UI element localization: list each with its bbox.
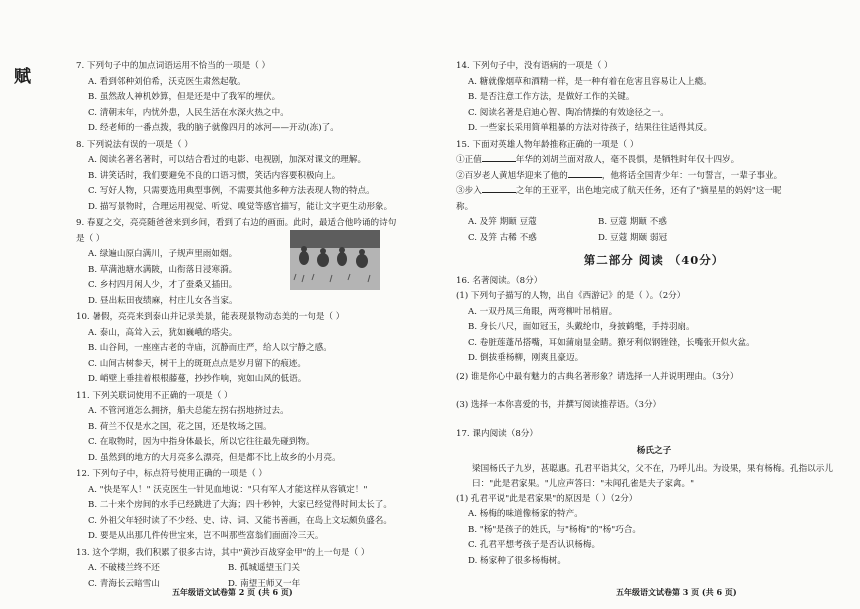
- q9-option-a: A. 绿遍山原白满川，子规声里雨如烟。: [88, 249, 238, 259]
- q15-line-1: ①正值 年华的刘胡兰面对敌人，毫不畏惧，是牺牲时年仅十四岁。: [456, 155, 740, 165]
- q12-option-a: A. "快是军人！" 沃克医生一针见血地说："只有军人才能这样从容镇定！": [88, 484, 368, 495]
- blank-3: [482, 184, 516, 193]
- q7-option-b: B. 虽然敌人神机妙算，但是还是中了我军的埋伏。: [88, 92, 281, 102]
- q15-options-row-1: [456, 215, 852, 231]
- passage-title: 杨氏之子: [636, 446, 672, 456]
- q8-option-c: C. 写好人物，只需要选用典型事例，不需要其他多种方法表现人物的特点。: [88, 186, 375, 196]
- blank-2: [568, 169, 602, 178]
- q7-option-c: C. 清朝末年，内忧外患，人民生活在水深火热之中。: [88, 107, 289, 118]
- section-title: 第二部分 阅读 （40分）: [583, 253, 725, 267]
- right-page: [430, 0, 860, 609]
- q7-stem: 7. 下列句子中的加点词语运用不恰当的一项是（ ）: [76, 61, 271, 71]
- q16-option-c: C. 卷脏莲蓬吊搭嘴，耳如蒲扇显金睛。獠牙利似钢锉锉，长嘴张开似火盆。: [468, 337, 755, 348]
- q10-option-d: D. 峭壁上垂挂着根根藤蔓，抄抄作响，宛如山风的低语。: [88, 374, 307, 384]
- q13-option-b: B. 孤城遥望玉门关: [228, 563, 300, 573]
- q15-options-row-2: [456, 231, 852, 247]
- q10-option-b: B. 山谷间，一座座古老的寺庙，沉静而庄严，给人以宁静之感。: [88, 343, 332, 353]
- q17-option-b: B. "杨"是孩子的姓氏，与"杨梅"的"杨"巧合。: [468, 524, 641, 535]
- q14-stem: 14. 下列句子中，没有语病的一项是（ ）: [456, 61, 613, 71]
- q11-option-d: D. 虽然到的地方的大月亮多么漂亮，但是都不比上故乡的小月亮。: [88, 452, 341, 463]
- q15-line-3: ③步入 之年的王亚平，出色地完成了航天任务，还有了"摘星星的妈妈"这一昵: [456, 186, 782, 196]
- q8-option-b: B. 讲笑话时，我们要避免不良的口语习惯，笑话内容要积极向上。: [88, 170, 341, 181]
- blank-1: [482, 153, 516, 162]
- right-column: [456, 58, 852, 569]
- q13-options-row-1: [76, 561, 424, 577]
- q15-option-d: D. 豆蔻 期颐 弱冠: [598, 232, 668, 243]
- q8-option-a: A. 阅读名著名著时，可以结合看过的电影、电视剧，加深对课文的理解。: [88, 155, 367, 165]
- q7-option-d: D. 经老师的一番点拨，我的脑子就像四月的冰河——开动(冻)了。: [88, 123, 339, 133]
- q17-option-d: D. 杨家种了很多杨梅树。: [468, 555, 566, 566]
- q17-option-c: C. 孔君平想考孩子是否认识杨梅。: [468, 540, 601, 550]
- right-footer: 五年级语文试卷第 3 页 (共 6 页): [616, 587, 737, 597]
- left-footer: 五年级语文试卷第 2 页 (共 6 页): [172, 587, 293, 597]
- q10-option-a: A. 泰山，高耸入云，犹如巍峨的塔尖。: [88, 327, 238, 338]
- q8-option-d: D. 描写景物时，合理运用视觉、听觉、嗅觉等感官描写，能让文字更生动形象。: [88, 201, 393, 212]
- passage-text: 梁国杨氏子九岁，甚聪惠。孔君平诣其父，父不在，乃呼儿出。为设果，果有杨梅。孔指以示儿曰："此是君家果。"儿应声答曰："未闻孔雀是夫子家禽。": [472, 463, 833, 489]
- left-column: [76, 58, 424, 592]
- q16-option-a: A. 一双丹凤三角眼，两弯柳叶吊梢眉。: [468, 306, 618, 317]
- q14-option-c: C. 阅读名著是启迪心智、陶冶情操的有效途径之一。: [468, 107, 669, 118]
- q11-stem: 11. 下列关联词使用不正确的一项是（ ）: [76, 390, 233, 401]
- q9-option-b: B. 草满池塘水满陂，山衔落日浸寒漪。: [88, 264, 238, 275]
- q16-option-b: B. 身长八尺，面如冠玉，头戴纶巾，身披鹤氅，手持羽扇。: [468, 322, 695, 332]
- q9-option-c: C. 乡村四月闲人少，才了蚕桑又插田。: [88, 280, 238, 290]
- q15-option-c: C. 及笄 古稀 不惑: [468, 232, 537, 243]
- q17-stem: 17. 课内阅读（8分）: [456, 428, 539, 439]
- q10-stem: 10. 暑假，亮亮来到泰山并记录美景，能表现景物动态美的一句是（ ）: [76, 312, 345, 322]
- q13-stem: 13. 这个学期，我们积累了很多古诗，其中"黄沙百战穿金甲"的上一句是（ ）: [76, 547, 370, 558]
- q16-sub2: (2) 谁是你心中最有魅力的古典名著形象？请选择一人并说明理由。（3分）: [456, 371, 739, 382]
- q15-line-2: ②百岁老人黄旭华迎来了他的 ，他将话全国青少年：一句誓言，一辈子事业。: [456, 170, 783, 181]
- q13-option-d: D. 南望王师又一年: [228, 578, 301, 589]
- rice-planting-photo: [290, 230, 380, 290]
- q12-option-d: D. 要是从出那几件传世宝来，岂不叫那些富翁们面面冷三天。: [88, 531, 324, 541]
- q9-stem-cont: 是（ ）: [76, 233, 105, 244]
- q11-option-c: C. 在取物时，因为中指身体最长，所以它往往最先碰到物。: [88, 437, 315, 447]
- q16-sub3: (3) 选择一本你喜爱的书，并撰写阅读推荐语。（3分）: [456, 400, 662, 410]
- q16-option-d: D. 倒拔垂杨柳，刚爽且豪迈。: [468, 353, 584, 363]
- q10-option-c: C. 山间古树参天，树干上的斑斑点点是岁月留下的痕迹。: [88, 358, 306, 369]
- q13-option-a: A. 不破楼兰终不还: [88, 563, 160, 573]
- q16-sub1: (1) 下列句子描写的人物，出自《西游记》的是（ ）。（2分）: [456, 291, 686, 301]
- q12-option-c: C. 外祖父年轻时读了不少经、史、诗、词、又能书善画，在岛上文坛颇负盛名。: [88, 515, 392, 526]
- q15-option-b: B. 豆蔻 期颐 不惑: [598, 217, 667, 227]
- q11-option-b: B. 荷兰不仅是水之国，花之国，还是牧场之国。: [88, 421, 272, 432]
- q9-option-d: D. 昼出耘田夜绩麻，村庄儿女各当家。: [88, 295, 238, 306]
- q14-option-b: B. 是否注意工作方法，是做好工作的关键。: [468, 92, 635, 102]
- q15-stem: 15. 下面对英雄人物年龄推称正确的一项是（ ）: [456, 139, 639, 150]
- q9-stem: 9. 春夏之交，亮亮随爸爸来到乡间，看到了右边的画面。此时，最适合他吟诵的诗句: [76, 218, 397, 228]
- q15-line-4: 称。: [456, 201, 474, 212]
- q13-option-c: C. 青海长云暗雪山: [88, 578, 160, 589]
- q12-option-b: B. 二十来个房间的水手已经跳进了大海；四十秒钟，大家已经觉得时间太长了。: [88, 500, 392, 510]
- q12-stem: 12. 下列句子中，标点符号使用正确的一项是（ ）: [76, 469, 268, 479]
- q14-option-d: D. 一些家长采用简单粗暴的方法对待孩子，结果往往适得其反。: [468, 123, 713, 133]
- q16-stem: 16. 名著阅读。（8分）: [456, 275, 543, 286]
- q11-option-a: A. 不管河道怎么拥挤，船夫总能左拐右拐地挤过去。: [88, 406, 289, 416]
- gutter-char: 赋: [14, 67, 32, 87]
- q8-stem: 8. 下列说法有误的一项是（ ）: [76, 139, 193, 150]
- q14-option-a: A. 糖就像烟草和酒精一样，是一种有着在危害且容易让人上瘾。: [468, 76, 712, 87]
- q17-sub1: (1) 孔君平说"此是君家果"的原因是（ ）（2分）: [456, 493, 638, 504]
- q17-option-a: A. 杨梅的味道像杨家的特产。: [468, 509, 583, 519]
- q15-option-a: A. 及笄 期颐 豆蔻: [468, 217, 537, 227]
- q7-option-a: A. 看到邻种刘伯希，沃克医生肃然起敬。: [88, 76, 246, 87]
